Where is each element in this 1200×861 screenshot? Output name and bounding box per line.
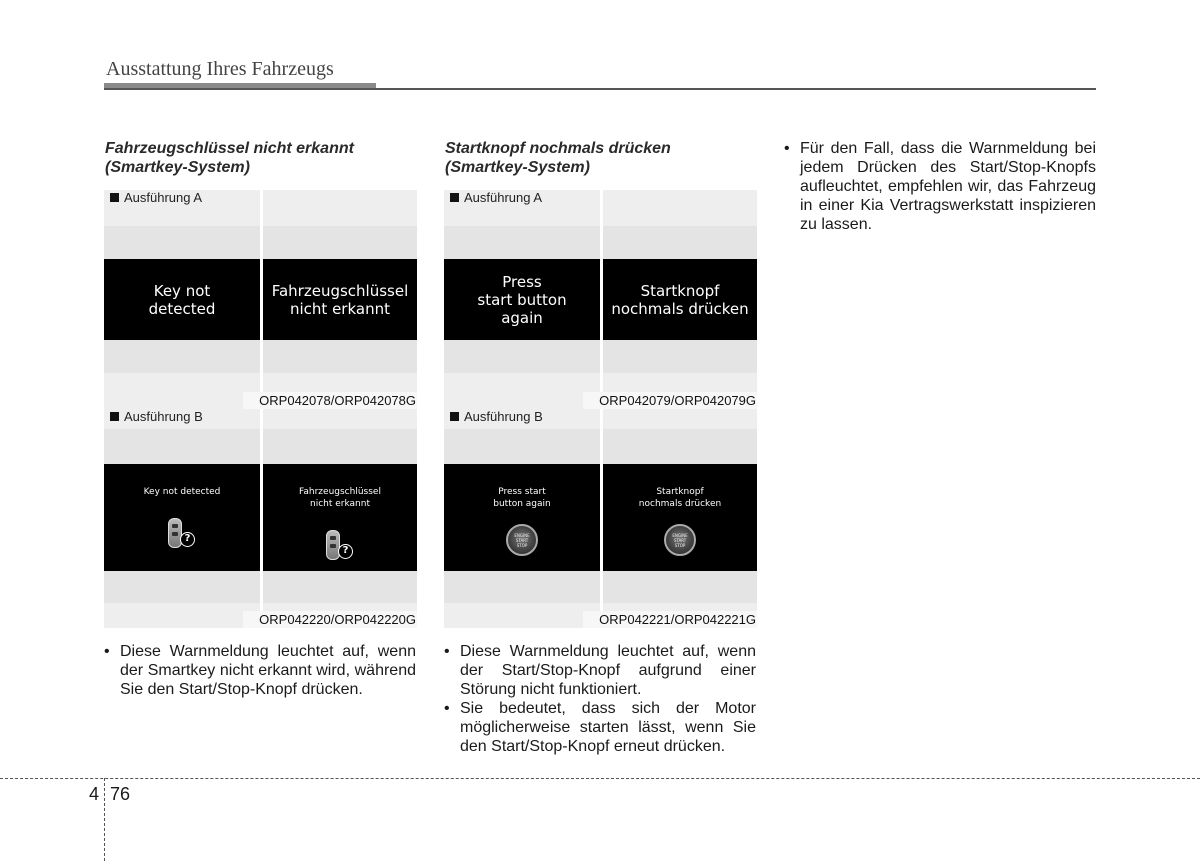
figure-code: ORP042221/ORP042221G — [583, 611, 757, 628]
list-item: • Für den Fall, dass die Warnmeldung bei jedem Drücken des Start/Stop-Knopfs aufleuchtet, empfehlen wir, das Fahrzeug in einer Kia Vertragswerkstatt inspizieren zu lassen. — [784, 139, 1096, 234]
figure-code: ORP042079/ORP042079G — [583, 392, 757, 409]
bullet-list-key-not-detected — [104, 642, 416, 699]
page-header-title: Ausstattung Ihres Fahrzeugs — [106, 58, 334, 80]
section-heading-key-not-detected: Fahrzeugschlüssel nicht erkannt (Smartkey-System) — [105, 140, 354, 176]
footer-rule — [0, 778, 1200, 779]
bullet-list-press-start — [444, 642, 756, 756]
bullet-list-inspection-advice — [784, 139, 1096, 234]
warning-display-en: Press start button again — [444, 259, 600, 340]
footer-divider — [104, 778, 105, 861]
warning-display-de: Startknopf nochmals drücken — [603, 259, 757, 340]
warning-display-en: Press start button again ENGINE START STOP — [444, 464, 600, 571]
figure-key-not-detected-b — [104, 409, 417, 628]
smart-key-question-icon: ? — [164, 516, 200, 552]
warning-display-de: Fahrzeugschlüssel nicht erkannt — [263, 259, 417, 340]
square-bullet-icon — [110, 193, 119, 202]
list-item: • Diese Warnmeldung leuchtet auf, wenn der Smartkey nicht erkannt wird, während Sie den Start/Stop-Knopf drücken. — [104, 642, 416, 699]
header-rule — [104, 88, 1096, 90]
square-bullet-icon — [110, 412, 119, 421]
figure-variant-tag: Ausführung A — [450, 190, 542, 206]
figure-variant-tag: Ausführung A — [110, 190, 202, 206]
figure-code: ORP042078/ORP042078G — [243, 392, 417, 409]
list-item: • Sie bedeutet, dass sich der Motor möglicherweise starten lässt, wenn Sie den Start/Stop-Knopf erneut drücken. — [444, 699, 756, 756]
list-item: • Diese Warnmeldung leuchtet auf, wenn der Start/Stop-Knopf aufgrund einer Störung nicht funktioniert. — [444, 642, 756, 699]
figure-press-start-b — [444, 409, 757, 628]
engine-start-stop-button-icon: ENGINE START STOP — [506, 524, 538, 556]
figure-key-not-detected-a — [104, 190, 417, 409]
chapter-number: 4 — [89, 784, 100, 804]
warning-display-en: Key not detected — [104, 259, 260, 340]
warning-display-de: Fahrzeugschlüssel nicht erkannt ? — [263, 464, 417, 571]
square-bullet-icon — [450, 412, 459, 421]
warning-display-en: Key not detected ? — [104, 464, 260, 571]
page-number: 76 — [110, 784, 131, 804]
figure-variant-tag: Ausführung B — [110, 409, 203, 425]
warning-display-de: Startknopf nochmals drücken ENGINE START STOP — [603, 464, 757, 571]
figure-code: ORP042220/ORP042220G — [243, 611, 417, 628]
engine-start-stop-button-icon: ENGINE START STOP — [664, 524, 696, 556]
section-heading-press-start-again: Startknopf nochmals drücken (Smartkey-System) — [445, 140, 671, 176]
figure-press-start-a — [444, 190, 757, 409]
square-bullet-icon — [450, 193, 459, 202]
figure-variant-tag: Ausführung B — [450, 409, 543, 425]
smart-key-question-icon: ? — [322, 528, 358, 564]
